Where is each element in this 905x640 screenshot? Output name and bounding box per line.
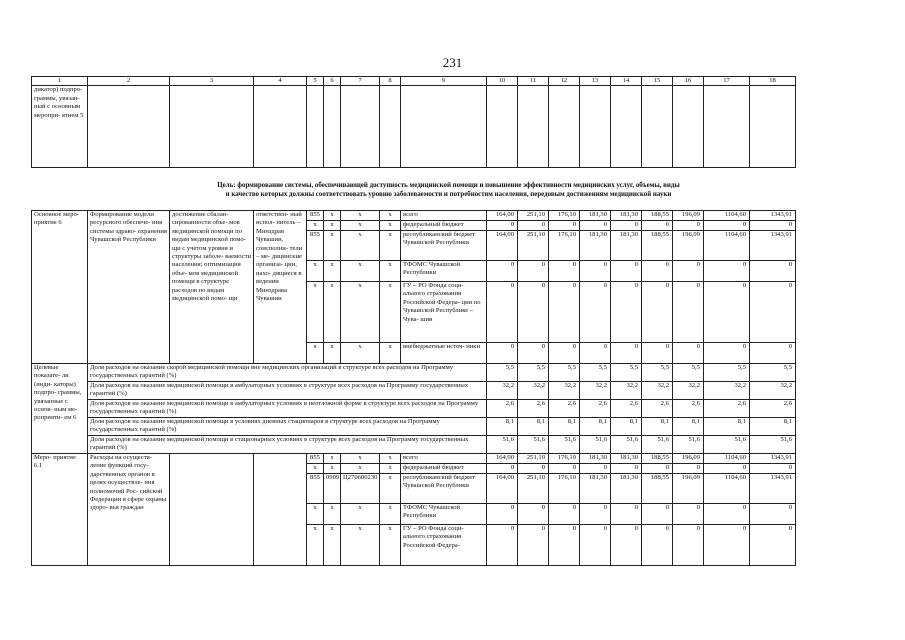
value-cell: 0 bbox=[549, 504, 580, 525]
expense-group-code: x bbox=[380, 231, 401, 261]
target-indicator-text: Доля расходов на оказание медицинской помощи в условиях дневных стационаров в структуре всех расходов на Программу государственных гарантий (%) bbox=[88, 418, 487, 436]
column-number: 12 bbox=[549, 77, 580, 86]
value-cell: 2,6 bbox=[704, 400, 750, 418]
value-cell: 0 bbox=[704, 343, 750, 364]
value-cell: 5,5 bbox=[518, 364, 549, 382]
column-number: 9 bbox=[401, 77, 487, 86]
empty-cell bbox=[380, 86, 401, 168]
section-code: x bbox=[324, 231, 341, 261]
expense-group-code: x bbox=[380, 454, 401, 464]
expected-result: достижение сбалан- сированности объе- мов медицинской помощи по видам медицинской помо- щи с учетом уровня и структуры заболе- ваемости населения; оптимизация объе- мов медицинской помощи в структуре расходов по видам медицинской помо- щи bbox=[170, 211, 254, 364]
target-article-code: Ц2706002З0 bbox=[341, 474, 380, 504]
grbs-code: 855 bbox=[307, 231, 324, 261]
expense-group-code: x bbox=[380, 504, 401, 525]
value-cell: 0 bbox=[704, 282, 750, 343]
value-cell: 0 bbox=[518, 261, 549, 282]
funding-source: ТФОМС Чувашской Республики bbox=[401, 261, 487, 282]
grbs-code: 855 bbox=[307, 211, 324, 221]
section-code: x bbox=[324, 261, 341, 282]
value-cell: 0 bbox=[549, 525, 580, 566]
measure-title: Расходы на осуществ- ление функций госу- дарственных органов в целях осуществле- ния полномочий Рос- сийской Федерации в сфере охраны здоро- вья граждан bbox=[88, 454, 170, 566]
measure-title: Формирование модели ресурсного обеспече- ния системы здраво- охранения Чувашской Республики bbox=[88, 211, 170, 364]
value-cell: 51,6 bbox=[611, 436, 642, 454]
target-article-code: x bbox=[341, 211, 380, 221]
target-indicator-text: Доля расходов на оказание медицинской помощи в амбулаторных условиях в неотложной форме в структуре всех расходов на Программу государственных гарантий (%) bbox=[88, 400, 487, 418]
section-code: x bbox=[324, 464, 341, 474]
expense-group-code: x bbox=[380, 525, 401, 566]
value-cell: 8,1 bbox=[580, 418, 611, 436]
section-code: x bbox=[324, 221, 341, 231]
empty-cell bbox=[704, 86, 750, 168]
value-cell: 2,6 bbox=[642, 400, 673, 418]
target-indicator-text: Доля расходов на оказание медицинской помощи в амбулаторных условиях в структуре всех расходов на Программу государственных гарантий (%) bbox=[88, 382, 487, 400]
value-cell: 0 bbox=[642, 261, 673, 282]
value-cell: 51,6 bbox=[580, 436, 611, 454]
funding-source: республиканский бюджет Чувашской Республики bbox=[401, 231, 487, 261]
table-row bbox=[32, 364, 796, 382]
column-number: 8 bbox=[380, 77, 401, 86]
target-article-code: x bbox=[341, 343, 380, 364]
value-cell: 32,2 bbox=[580, 382, 611, 400]
value-cell: 176,10 bbox=[549, 454, 580, 464]
value-cell: 2,6 bbox=[549, 400, 580, 418]
value-cell: 181,30 bbox=[611, 454, 642, 464]
value-cell: 1104,60 bbox=[704, 211, 750, 221]
table-row bbox=[32, 418, 796, 436]
value-cell: 0 bbox=[580, 525, 611, 566]
table-row bbox=[32, 382, 796, 400]
goal-line-2: и качество которых должны соответствовать уровню заболеваемости и потребностям населения, передовым достижениям медицинской науки bbox=[225, 191, 672, 198]
value-cell: 0 bbox=[611, 525, 642, 566]
value-cell: 0 bbox=[487, 343, 518, 364]
value-cell: 0 bbox=[487, 525, 518, 566]
value-cell: 0 bbox=[580, 261, 611, 282]
column-number: 6 bbox=[324, 77, 341, 86]
value-cell: 2,6 bbox=[750, 400, 796, 418]
goal-line-1: Цель: формирование системы, обеспечивающей доступность медицинской помощи и повышение эффективности медицинских услуг, объемы, виды bbox=[217, 182, 680, 189]
value-cell: 2,6 bbox=[673, 400, 704, 418]
value-cell: 0 bbox=[642, 343, 673, 364]
table-row bbox=[32, 400, 796, 418]
value-cell: 188,55 bbox=[642, 454, 673, 464]
value-cell: 8,1 bbox=[549, 418, 580, 436]
empty-cell bbox=[254, 86, 307, 168]
value-cell: 0 bbox=[750, 464, 796, 474]
value-cell: 0 bbox=[673, 343, 704, 364]
value-cell: 0 bbox=[487, 282, 518, 343]
value-cell: 164,00 bbox=[487, 474, 518, 504]
column-number: 16 bbox=[673, 77, 704, 86]
table-row bbox=[32, 86, 796, 168]
grbs-code: x bbox=[307, 525, 324, 566]
value-cell: 32,2 bbox=[549, 382, 580, 400]
empty-cell bbox=[673, 86, 704, 168]
value-cell: 176,10 bbox=[549, 474, 580, 504]
value-cell: 1104,60 bbox=[704, 231, 750, 261]
value-cell: 8,1 bbox=[611, 418, 642, 436]
value-cell: 8,1 bbox=[518, 418, 549, 436]
value-cell: 181,30 bbox=[611, 231, 642, 261]
value-cell: 196,09 bbox=[673, 454, 704, 464]
value-cell: 0 bbox=[673, 221, 704, 231]
target-indicator-text: Доля расходов на оказание медицинской помощи в стационарных условиях в структуре всех расходов на Программу государственных гарантий (%) bbox=[88, 436, 487, 454]
value-cell: 2,6 bbox=[611, 400, 642, 418]
responsible-executor bbox=[254, 454, 307, 566]
expense-group-code: x bbox=[380, 211, 401, 221]
value-cell: 51,6 bbox=[549, 436, 580, 454]
column-number: 10 bbox=[487, 77, 518, 86]
value-cell: 188,55 bbox=[642, 231, 673, 261]
value-cell: 1343,91 bbox=[750, 211, 796, 221]
value-cell: 8,1 bbox=[487, 418, 518, 436]
value-cell: 8,1 bbox=[750, 418, 796, 436]
table-row bbox=[32, 454, 796, 464]
grbs-code: x bbox=[307, 343, 324, 364]
value-cell: 0 bbox=[704, 221, 750, 231]
value-cell: 2,6 bbox=[487, 400, 518, 418]
value-cell: 0 bbox=[704, 464, 750, 474]
value-cell: 251,10 bbox=[518, 474, 549, 504]
value-cell: 5,5 bbox=[549, 364, 580, 382]
empty-cell bbox=[487, 86, 518, 168]
empty-cell bbox=[549, 86, 580, 168]
empty-cell bbox=[307, 86, 324, 168]
value-cell: 0 bbox=[518, 464, 549, 474]
value-cell: 0 bbox=[642, 282, 673, 343]
target-article-code: x bbox=[341, 261, 380, 282]
value-cell: 0 bbox=[704, 504, 750, 525]
value-cell: 1104,60 bbox=[704, 454, 750, 464]
value-cell: 51,6 bbox=[518, 436, 549, 454]
value-cell: 176,10 bbox=[549, 211, 580, 221]
value-cell: 0 bbox=[750, 525, 796, 566]
grbs-code: x bbox=[307, 464, 324, 474]
expense-group-code: x bbox=[380, 474, 401, 504]
value-cell: 0 bbox=[611, 343, 642, 364]
value-cell: 0 bbox=[487, 464, 518, 474]
table-row bbox=[32, 436, 796, 454]
value-cell: 5,5 bbox=[580, 364, 611, 382]
grbs-code: x bbox=[307, 282, 324, 343]
value-cell: 0 bbox=[704, 525, 750, 566]
column-number: 7 bbox=[341, 77, 380, 86]
empty-cell bbox=[341, 86, 380, 168]
section-code: 0909 bbox=[324, 474, 341, 504]
funding-source: внебюджетные источ- ники bbox=[401, 343, 487, 364]
grbs-code: 855 bbox=[307, 474, 324, 504]
target-indicator-text: Доля расходов на оказание скорой медицинской помощи вне медицинских организаций в структуре всех расходов на Программу государственных гарантий (%) bbox=[88, 364, 487, 382]
value-cell: 0 bbox=[750, 504, 796, 525]
column-number: 3 bbox=[170, 77, 254, 86]
column-number: 14 bbox=[611, 77, 642, 86]
expense-group-code: x bbox=[380, 221, 401, 231]
value-cell: 32,2 bbox=[642, 382, 673, 400]
value-cell: 51,6 bbox=[704, 436, 750, 454]
expense-group-code: x bbox=[380, 282, 401, 343]
grbs-code: x bbox=[307, 221, 324, 231]
value-cell: 0 bbox=[611, 504, 642, 525]
value-cell: 0 bbox=[611, 221, 642, 231]
value-cell: 51,6 bbox=[487, 436, 518, 454]
value-cell: 0 bbox=[580, 221, 611, 231]
value-cell: 0 bbox=[549, 282, 580, 343]
indicator-label: дикатор) подпро- граммы, увязан- ный с основным меропри- ятием 5 bbox=[32, 86, 88, 168]
value-cell: 164,00 bbox=[487, 211, 518, 221]
value-cell: 188,55 bbox=[642, 211, 673, 221]
column-number: 18 bbox=[750, 77, 796, 86]
column-number: 11 bbox=[518, 77, 549, 86]
section-code: x bbox=[324, 282, 341, 343]
value-cell: 8,1 bbox=[704, 418, 750, 436]
expense-group-code: x bbox=[380, 343, 401, 364]
page-number: 231 bbox=[442, 55, 463, 70]
value-cell: 0 bbox=[673, 261, 704, 282]
measure-code: Основное меро- приятие 6 bbox=[32, 211, 88, 364]
value-cell: 181,30 bbox=[611, 211, 642, 221]
table-top bbox=[31, 76, 796, 168]
table-main bbox=[31, 210, 796, 566]
value-cell: 5,5 bbox=[611, 364, 642, 382]
value-cell: 51,6 bbox=[673, 436, 704, 454]
section-code: x bbox=[324, 525, 341, 566]
target-article-code: x bbox=[341, 282, 380, 343]
value-cell: 5,5 bbox=[750, 364, 796, 382]
value-cell: 32,2 bbox=[487, 382, 518, 400]
value-cell: 181,30 bbox=[580, 474, 611, 504]
value-cell: 0 bbox=[642, 221, 673, 231]
funding-source: ГУ – РО Фонда соци- ального страхования Российской Федера- ции по Чувашской Республике – Чува- шии bbox=[401, 282, 487, 343]
empty-cell bbox=[750, 86, 796, 168]
value-cell: 181,30 bbox=[580, 231, 611, 261]
section-code: x bbox=[324, 211, 341, 221]
empty-cell bbox=[580, 86, 611, 168]
value-cell: 196,09 bbox=[673, 474, 704, 504]
empty-cell bbox=[611, 86, 642, 168]
section-code: x bbox=[324, 504, 341, 525]
value-cell: 164,00 bbox=[487, 231, 518, 261]
value-cell: 0 bbox=[750, 282, 796, 343]
value-cell: 1343,91 bbox=[750, 454, 796, 464]
section-code: x bbox=[324, 343, 341, 364]
value-cell: 8,1 bbox=[673, 418, 704, 436]
empty-cell bbox=[518, 86, 549, 168]
value-cell: 5,5 bbox=[673, 364, 704, 382]
value-cell: 0 bbox=[518, 343, 549, 364]
value-cell: 5,5 bbox=[487, 364, 518, 382]
value-cell: 0 bbox=[704, 261, 750, 282]
column-number: 4 bbox=[254, 77, 307, 86]
value-cell: 0 bbox=[549, 261, 580, 282]
value-cell: 0 bbox=[580, 282, 611, 343]
value-cell: 0 bbox=[642, 525, 673, 566]
value-cell: 0 bbox=[518, 525, 549, 566]
value-cell: 196,09 bbox=[673, 211, 704, 221]
value-cell: 0 bbox=[611, 261, 642, 282]
column-number: 17 bbox=[704, 77, 750, 86]
value-cell: 251,10 bbox=[518, 231, 549, 261]
value-cell: 0 bbox=[518, 221, 549, 231]
value-cell: 1104,60 bbox=[704, 474, 750, 504]
value-cell: 0 bbox=[750, 221, 796, 231]
value-cell: 0 bbox=[518, 282, 549, 343]
responsible-executor: ответствен- ный испол- нитель – Минздрав Чувашии, соисполни- тели – ме- дицинские организа- ции, нахо- дящиеся в ведении Минздрава Чувашии bbox=[254, 211, 307, 364]
value-cell: 0 bbox=[487, 504, 518, 525]
value-cell: 0 bbox=[549, 464, 580, 474]
value-cell: 181,30 bbox=[580, 211, 611, 221]
column-number: 1 bbox=[32, 77, 88, 86]
value-cell: 1343,91 bbox=[750, 231, 796, 261]
funding-source: всего bbox=[401, 454, 487, 464]
section-code: x bbox=[324, 454, 341, 464]
value-cell: 1343,91 bbox=[750, 474, 796, 504]
value-cell: 181,30 bbox=[580, 454, 611, 464]
value-cell: 0 bbox=[487, 221, 518, 231]
value-cell: 0 bbox=[673, 464, 704, 474]
expense-group-code: x bbox=[380, 261, 401, 282]
value-cell: 8,1 bbox=[642, 418, 673, 436]
value-cell: 0 bbox=[673, 504, 704, 525]
value-cell: 196,09 bbox=[673, 231, 704, 261]
value-cell: 251,10 bbox=[518, 454, 549, 464]
value-cell: 0 bbox=[518, 504, 549, 525]
value-cell: 0 bbox=[611, 464, 642, 474]
empty-cell bbox=[88, 86, 170, 168]
expense-group-code: x bbox=[380, 464, 401, 474]
target-article-code: x bbox=[341, 464, 380, 474]
value-cell: 0 bbox=[673, 282, 704, 343]
table-row bbox=[32, 211, 796, 221]
value-cell: 0 bbox=[642, 504, 673, 525]
value-cell: 0 bbox=[487, 261, 518, 282]
value-cell: 32,2 bbox=[750, 382, 796, 400]
target-article-code: x bbox=[341, 221, 380, 231]
empty-cell bbox=[401, 86, 487, 168]
funding-source: всего bbox=[401, 211, 487, 221]
grbs-code: 855 bbox=[307, 454, 324, 464]
targets-label: Целевые показате- ли (инди- каторы) подпро- граммы, увязанные с основ- ным ме- роприяти- ем 6 bbox=[32, 364, 88, 454]
value-cell: 0 bbox=[611, 282, 642, 343]
value-cell: 251,10 bbox=[518, 211, 549, 221]
value-cell: 2,6 bbox=[518, 400, 549, 418]
column-number: 5 bbox=[307, 77, 324, 86]
funding-source: федеральный бюджет bbox=[401, 464, 487, 474]
value-cell: 0 bbox=[673, 525, 704, 566]
measure-code: Меро- приятие 6.1 bbox=[32, 454, 88, 566]
value-cell: 5,5 bbox=[642, 364, 673, 382]
target-article-code: x bbox=[341, 525, 380, 566]
value-cell: 0 bbox=[750, 343, 796, 364]
grbs-code: x bbox=[307, 261, 324, 282]
column-number: 15 bbox=[642, 77, 673, 86]
value-cell: 32,2 bbox=[518, 382, 549, 400]
funding-source: ГУ – РО Фонда соци- ального страхования Российской Федера- bbox=[401, 525, 487, 566]
grbs-code: x bbox=[307, 504, 324, 525]
value-cell: 2,6 bbox=[580, 400, 611, 418]
value-cell: 181,30 bbox=[611, 474, 642, 504]
column-number: 13 bbox=[580, 77, 611, 86]
funding-source: ТФОМС Чувашской Республики bbox=[401, 504, 487, 525]
value-cell: 0 bbox=[549, 221, 580, 231]
value-cell: 51,6 bbox=[750, 436, 796, 454]
value-cell: 0 bbox=[580, 464, 611, 474]
funding-source: республиканский бюджет Чувашской Республики bbox=[401, 474, 487, 504]
value-cell: 188,55 bbox=[642, 474, 673, 504]
empty-cell bbox=[642, 86, 673, 168]
empty-cell bbox=[324, 86, 341, 168]
value-cell: 51,6 bbox=[642, 436, 673, 454]
value-cell: 32,2 bbox=[673, 382, 704, 400]
empty-cell bbox=[170, 86, 254, 168]
target-article-code: x bbox=[341, 454, 380, 464]
value-cell: 0 bbox=[750, 261, 796, 282]
value-cell: 176,10 bbox=[549, 231, 580, 261]
value-cell: 0 bbox=[580, 343, 611, 364]
value-cell: 32,2 bbox=[611, 382, 642, 400]
value-cell: 0 bbox=[642, 464, 673, 474]
value-cell: 0 bbox=[549, 343, 580, 364]
target-article-code: x bbox=[341, 504, 380, 525]
expected-result bbox=[170, 454, 254, 566]
value-cell: 0 bbox=[580, 504, 611, 525]
value-cell: 5,5 bbox=[704, 364, 750, 382]
funding-source: федеральный бюджет bbox=[401, 221, 487, 231]
target-article-code: x bbox=[341, 231, 380, 261]
column-number: 2 bbox=[88, 77, 170, 86]
value-cell: 164,00 bbox=[487, 454, 518, 464]
value-cell: 32,2 bbox=[704, 382, 750, 400]
column-number-row bbox=[32, 77, 796, 86]
